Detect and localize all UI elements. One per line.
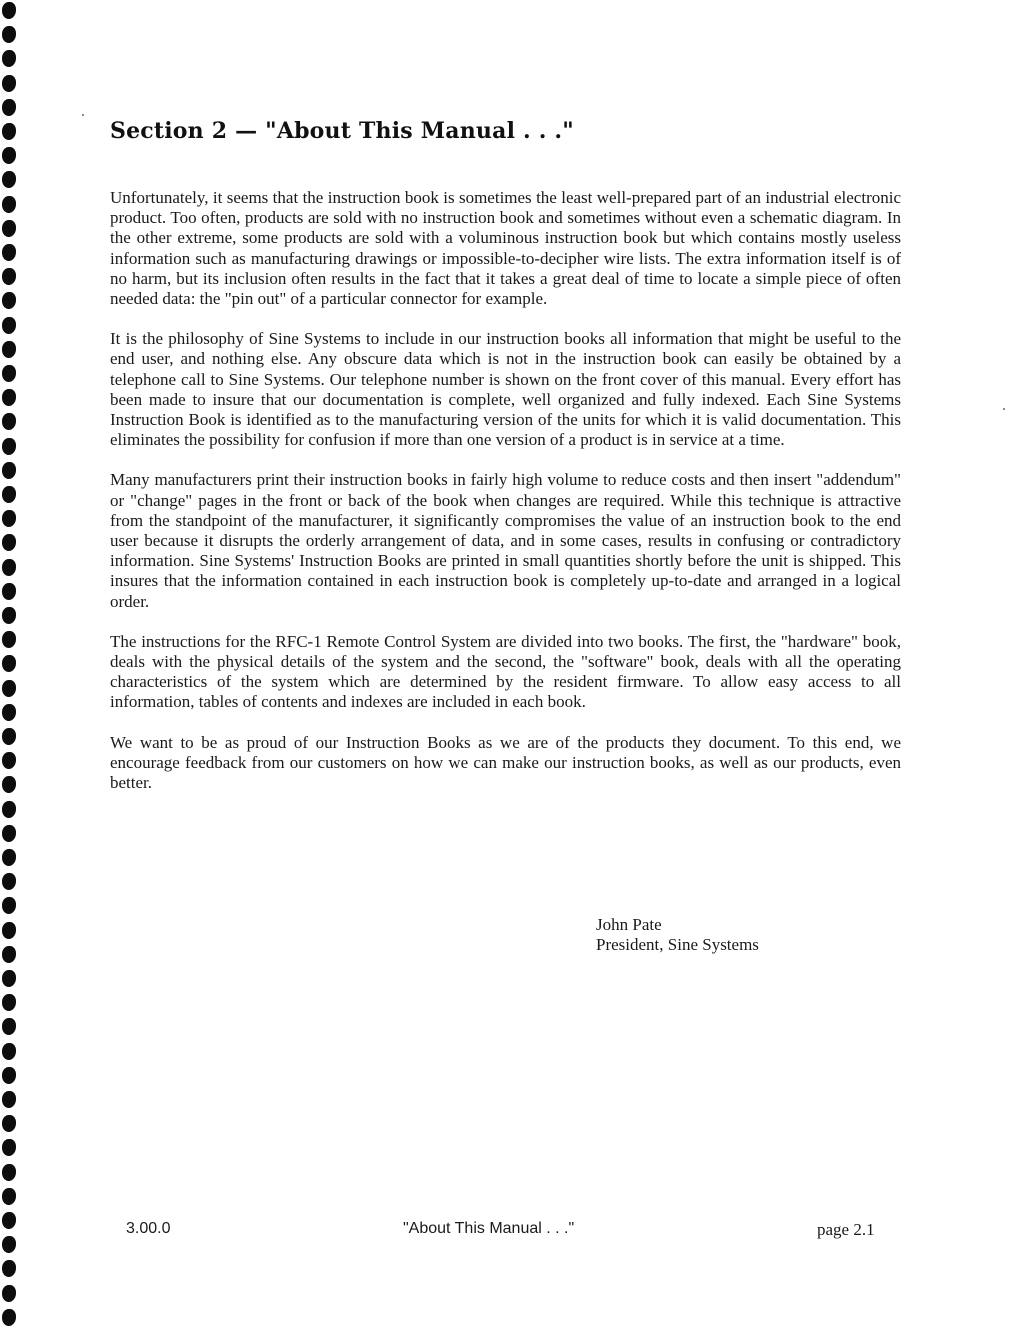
- binding-hole: [2, 849, 16, 866]
- binding-hole: [2, 801, 16, 818]
- paragraph: The instructions for the RFC-1 Remote Control System are divided into two books. The first, the "hardware" book, deals with the physical details of the system and the second, the "software" book, deals with all the operating characteristics of the system which are determined by the resident firmware. To allow easy access to all information, tables of contents and indexes are included in each book.: [110, 631, 901, 712]
- footer-section-title: "About This Manual . . .": [403, 1220, 575, 1237]
- binding-hole: [2, 1260, 16, 1277]
- binding-hole: [2, 583, 16, 600]
- binding-hole: [2, 317, 16, 334]
- spiral-binding-holes: [0, 0, 26, 1320]
- binding-hole: [2, 75, 16, 92]
- binding-hole: [2, 946, 16, 963]
- signature-title: President, Sine Systems: [596, 935, 759, 955]
- binding-hole: [2, 510, 16, 527]
- binding-hole: [2, 655, 16, 672]
- binding-hole: [2, 292, 16, 309]
- binding-hole: [2, 220, 16, 237]
- section-heading: Section 2 — "About This Manual . . .": [110, 118, 574, 144]
- binding-hole: [2, 1236, 16, 1253]
- binding-hole: [2, 1309, 16, 1326]
- binding-hole: [2, 922, 16, 939]
- binding-hole: [2, 1115, 16, 1132]
- binding-hole: [2, 123, 16, 140]
- binding-hole: [2, 631, 16, 648]
- binding-hole: [2, 171, 16, 188]
- binding-hole: [2, 1285, 16, 1302]
- paragraph: It is the philosophy of Sine Systems to include in our instruction books all information that might be useful to the end user, and nothing else. Any obscure data which is not in the instruction book can easily be obtained by a telephone call to Sine Systems. Our telephone number is shown on the front cover of this manual. Every effort has been made to insure that our documentation is complete, well organized and fully indexed. Each Sine Systems Instruction Book is identified as to the manufacturing version of the units for which it is valid documentation. This eliminates the possibility for confusion if more than one version of a product is in service at a time.: [110, 329, 901, 450]
- binding-hole: [2, 365, 16, 382]
- scan-speck: [1003, 408, 1005, 410]
- paragraph: Unfortunately, it seems that the instruction book is sometimes the least well-prepared part of an industrial electronic product. Too often, products are sold with no instruction book and sometimes without even a schematic diagram. In the other extreme, some products are sold with a voluminous instruction book but which contains mostly useless information such as manufacturing drawings or impossible-to-decipher wire lists. The extra information itself is of no harm, but its inclusion often results in the fact that it takes a great deal of time to locate a simple piece of often needed data: the "pin out" of a particular connector for example.: [110, 188, 901, 309]
- binding-hole: [2, 2, 16, 19]
- binding-hole: [2, 1018, 16, 1035]
- binding-hole: [2, 752, 16, 769]
- binding-hole: [2, 1139, 16, 1156]
- binding-hole: [2, 897, 16, 914]
- binding-hole: [2, 1091, 16, 1108]
- binding-hole: [2, 970, 16, 987]
- scan-speck: [82, 114, 84, 116]
- footer-page-number: page 2.1: [817, 1220, 875, 1239]
- binding-hole: [2, 147, 16, 164]
- binding-hole: [2, 559, 16, 576]
- binding-hole: [2, 1188, 16, 1205]
- binding-hole: [2, 99, 16, 116]
- binding-hole: [2, 1043, 16, 1060]
- binding-hole: [2, 825, 16, 842]
- paragraph: We want to be as proud of our Instruction Books as we are of the products they document. To this end, we encourage feedback from our customers on how we can make our instruction books, as well as our products, even better.: [110, 732, 901, 793]
- binding-hole: [2, 728, 16, 745]
- binding-hole: [2, 1212, 16, 1229]
- footer-version: 3.00.0: [126, 1220, 171, 1237]
- binding-hole: [2, 1164, 16, 1181]
- binding-hole: [2, 196, 16, 213]
- binding-hole: [2, 1067, 16, 1084]
- signature-name: John Pate: [596, 915, 662, 934]
- binding-hole: [2, 873, 16, 890]
- binding-hole: [2, 462, 16, 479]
- binding-hole: [2, 994, 16, 1011]
- binding-hole: [2, 26, 16, 43]
- binding-hole: [2, 534, 16, 551]
- signature-block: [596, 915, 759, 955]
- binding-hole: [2, 268, 16, 285]
- binding-hole: [2, 389, 16, 406]
- paragraph: Many manufacturers print their instruction books in fairly high volume to reduce costs and then insert "addendum" or "change" pages in the front or back of the book when changes are required. While this technique is attractive from the standpoint of the manufacturer, it significantly compromises the value of an instruction book to the end user because it disrupts the orderly arrangement of data, and in some cases, results in confusing or contradictory information. Sine Systems' Instruction Books are printed in small quantities shortly before the unit is shipped. This insures that the information contained in each instruction book is completely up-to-date and arranged in a logical order.: [110, 470, 901, 611]
- binding-hole: [2, 704, 16, 721]
- binding-hole: [2, 438, 16, 455]
- binding-hole: [2, 607, 16, 624]
- binding-hole: [2, 680, 16, 697]
- body-text: [110, 188, 901, 813]
- binding-hole: [2, 776, 16, 793]
- binding-hole: [2, 50, 16, 67]
- binding-hole: [2, 341, 16, 358]
- binding-hole: [2, 244, 16, 261]
- binding-hole: [2, 413, 16, 430]
- binding-hole: [2, 486, 16, 503]
